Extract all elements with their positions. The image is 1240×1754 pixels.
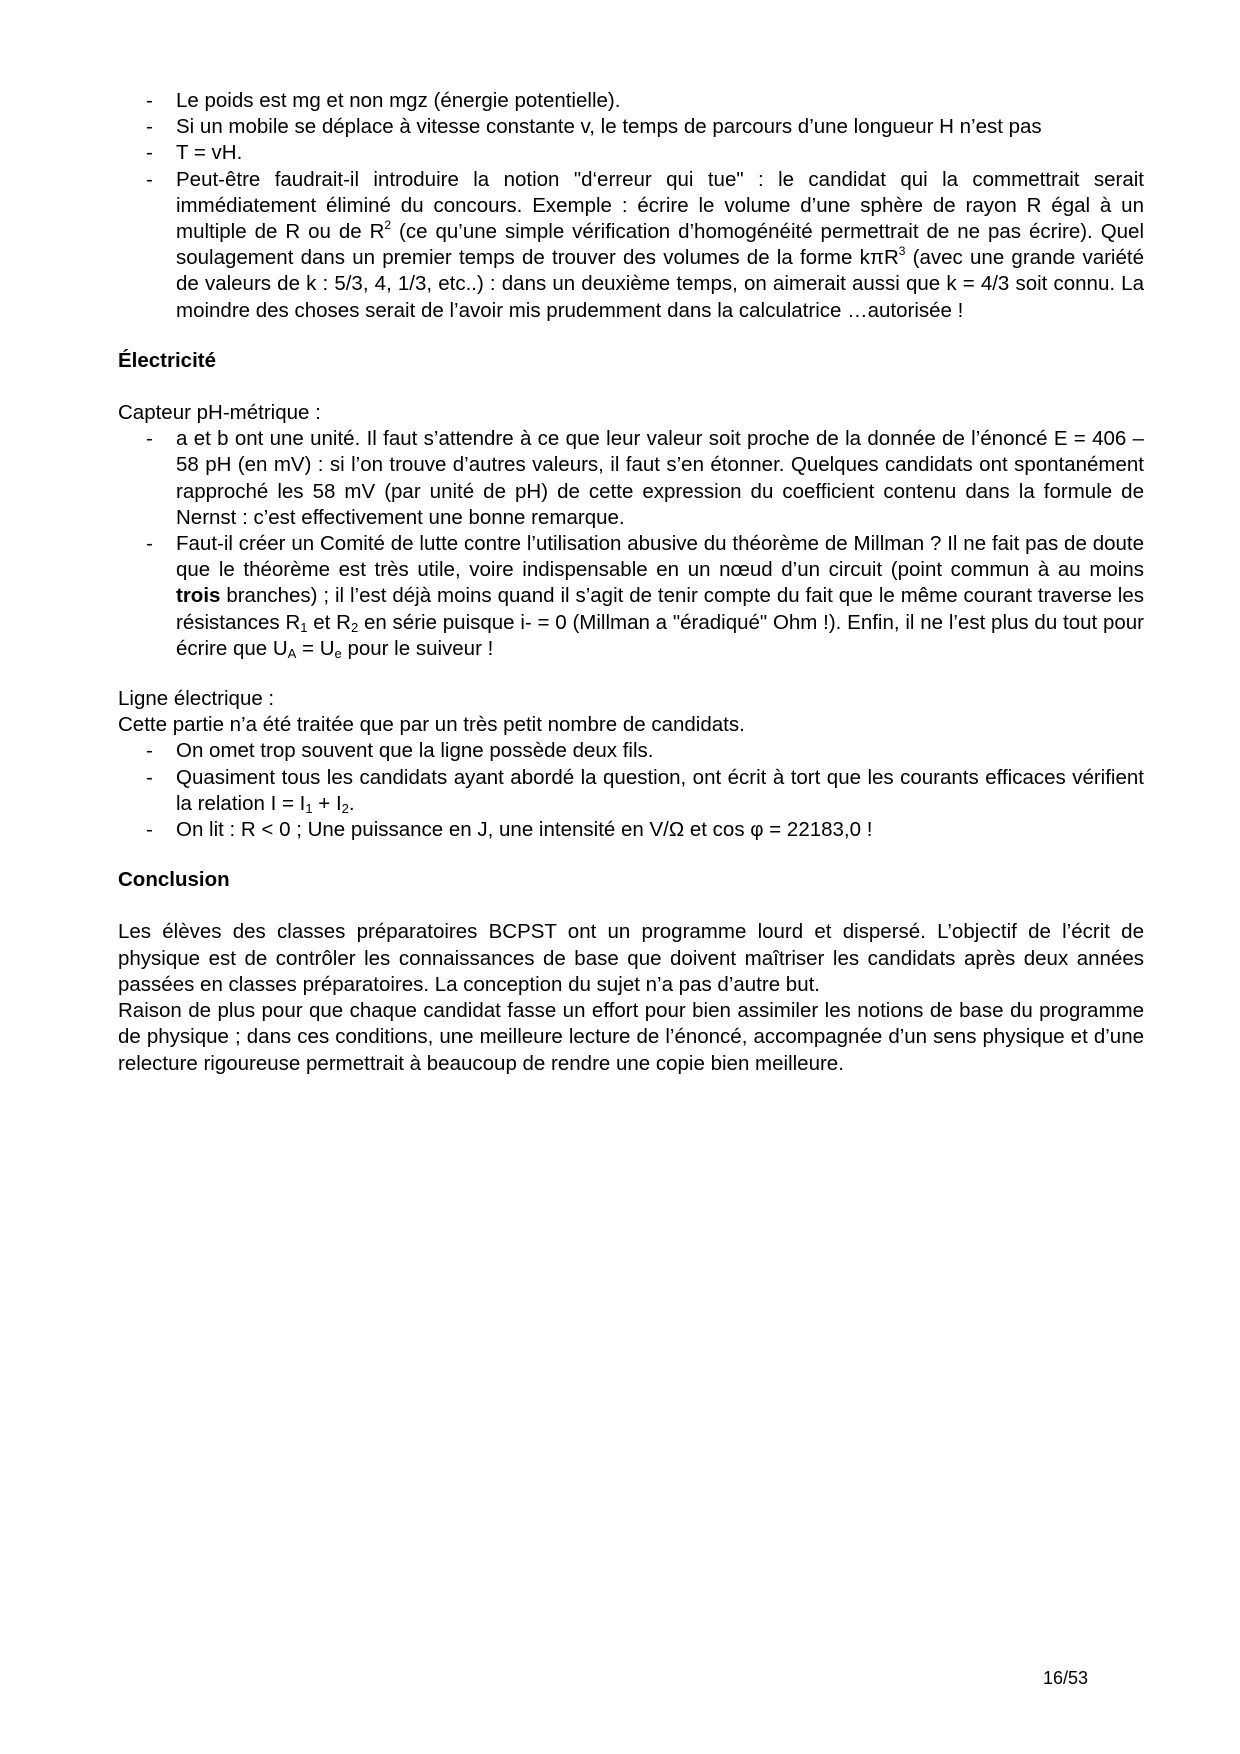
list-item: - Le poids est mg et non mgz (énergie potentielle). xyxy=(176,88,1144,114)
list-item: - a et b ont une unité. Il faut s’attendre à ce que leur valeur soit proche de la donnée de l’énoncé E = 406 – 58 pH (en mV) : si l’on trouve d’autres valeurs, il faut s’en étonner. Quelques candidats ont spontanément rapproché les 58 mV (par unité de pH) de cette expression du coefficient contenu dans la formule de Nernst : c’est effectivement une bonne remarque. xyxy=(176,426,1144,531)
page-number: 16/53 xyxy=(1042,1668,1088,1688)
capteur-list xyxy=(118,426,1144,662)
ligne-list xyxy=(118,738,1144,843)
subheading-capteur: Capteur pH-métrique : xyxy=(118,401,321,425)
bold-text: trois xyxy=(176,584,221,608)
conclusion-paragraph-2: Raison de plus pour que chaque candidat fasse un effort pour bien assimiler les notions de base du programme de physique ; dans ces conditions, une meilleure lecture de l’énoncé, accompagnée d’un sens physique et d’une relecture rigoureuse permettrait à beaucoup de rendre une copie bien meilleure. xyxy=(118,999,1144,1075)
list-item: - On lit : R < 0 ; Une puissance en J, une intensité en V/Ω et cos φ = 22183,0 ! xyxy=(176,817,1144,843)
subheading-ligne: Ligne électrique : xyxy=(118,687,275,711)
superscript: 2 xyxy=(384,218,392,233)
list-item: - Peut-être faudrait-il introduire la notion "d‘erreur qui tue" : le candidat qui la commettrait serait immédiatement éliminé du concours. Exemple : écrire le volume d’une sphère de rayon R égal à un multiple de R ou de $R^2$ (ce qu’une simple vérification d’homogénéité permettrait de ne pas écrire). Quel soulagement dans un premier temps de trouver des volumes de la forme kπR$^3$ (avec une grande variété de valeurs de k : 5/3, 4, 1/3, etc..) : dans un deuxième temps, on aimerait aussi que k = 4/3 soit connu. La moindre des choses serait de l’avoir mis prudemment dans la calculatrice …autorisée ! xyxy=(176,167,1144,324)
list-item: - Si un mobile se déplace à vitesse constante v, le temps de parcours d’une longueur H n’est pas xyxy=(176,114,1144,140)
list-item: - On omet trop souvent que la ligne possède deux fils. xyxy=(176,738,1144,764)
page-body xyxy=(118,88,1144,1077)
intro-list xyxy=(118,88,1144,324)
section-heading-conclusion: Conclusion xyxy=(118,868,230,892)
list-item: - Faut-il créer un Comité de lutte contre l’utilisation abusive du théorème de Millman ? Il ne fait pas de doute que le théorème est très utile, voire indispensable en un nœud d’un circuit (point commun à au moins trois branches) ; il l’est déjà moins quand il s’agit de tenir compte du fait que le même courant traverse les résistances $R_1$ et $R_2$ en série puisque i- = 0 (Millman a "éradiqué" Ohm !). Enfin, il ne l’est plus du tout pour écrire que $U_A = U_e$ pour le suiveur ! xyxy=(176,531,1144,662)
list-item: - T = vH. xyxy=(176,140,1144,166)
list-item: - Quasiment tous les candidats ayant abordé la question, ont écrit à tort que les courants efficaces vérifient la relation $I = I_1 + I_2$. xyxy=(176,765,1144,817)
section-heading-electricite: Électricité xyxy=(118,348,216,372)
superscript: 3 xyxy=(898,244,906,259)
conclusion-paragraph-1: Les élèves des classes préparatoires BCPST ont un programme lourd et dispersé. L’objectif de l’écrit de physique est de contrôler les connaissances de base que doivent maîtriser les candidats après deux années passées en classes préparatoires. La conception du sujet n’a pas d’autre but. xyxy=(118,920,1144,996)
ligne-intro: Cette partie n’a été traitée que par un très petit nombre de candidats. xyxy=(118,713,745,737)
